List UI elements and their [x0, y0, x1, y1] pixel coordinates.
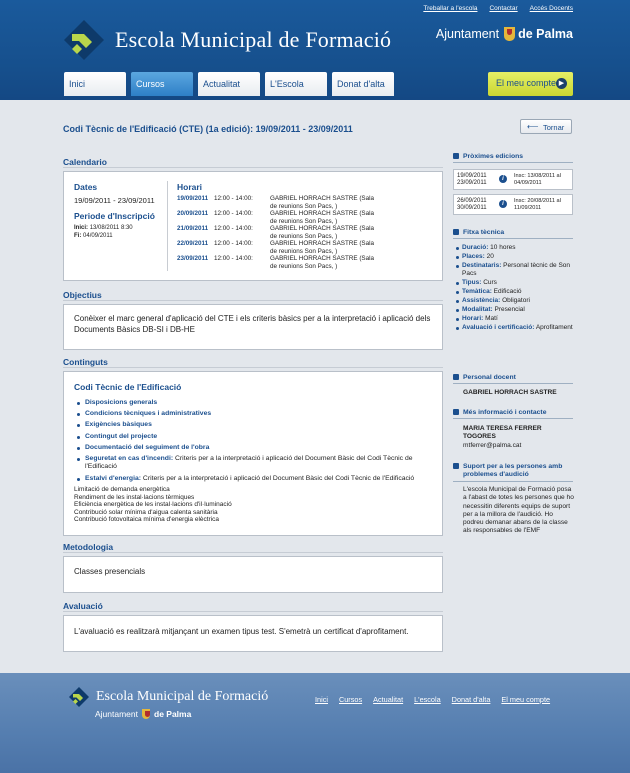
de-palma-label: de Palma [154, 709, 192, 719]
back-label: Tornar [543, 123, 565, 132]
main-nav [64, 72, 394, 96]
list-item: Rendiment de les instal·lacions tèrmiques [74, 493, 195, 501]
schedule-location: GABRIEL HORRACH SASTRE (Sala de reunions Son Pacs, ) [270, 225, 375, 240]
tab-inici[interactable]: Inici [64, 72, 126, 96]
list-item: Avaluació i certificació: Aprofitament [455, 324, 575, 332]
edition-dates: 26/09/2011 30/09/2011 [457, 198, 487, 211]
my-account-button[interactable] [488, 72, 573, 96]
info-icon[interactable]: i [499, 200, 507, 208]
site-name: Escola Municipal de Formació [115, 27, 392, 52]
continguts-sublist [74, 486, 232, 524]
info-contact-icon [453, 409, 459, 415]
info-heading: Més informació i contacte [453, 409, 573, 419]
dates-value: 19/09/2011 - 23/09/2011 [74, 196, 155, 205]
fi-label: Fi: [74, 233, 82, 239]
list-item: Contribució fotovoltaica mínima d'energia elèctrica [74, 516, 220, 524]
top-link-treballar[interactable]: Treballar a l'escola [423, 5, 478, 12]
top-link-contactar[interactable]: Contactar [489, 5, 518, 12]
schedule-date[interactable]: 23/09/2011 [177, 255, 209, 262]
divider [63, 367, 443, 368]
continguts-title: Continguts [63, 357, 108, 367]
schedule-row [177, 225, 380, 241]
list-item: Limitació de demanda energètica [74, 486, 170, 493]
schedule-date[interactable]: 19/09/2011 [177, 195, 209, 202]
person-icon [453, 374, 459, 380]
de-palma-label: de Palma [518, 27, 573, 41]
suport-text: L'escola Municipal de Formació posa a l'abast de totes les persones que ho necessitin diferents equips de suport per a la millora de l'audició. Ho podreu demanar abans de la classe als responsables de l'EMF [463, 486, 574, 535]
metodologia-title: Metodologia [63, 542, 114, 552]
docent-name: GABRIEL HORRACH SASTRE [463, 389, 557, 396]
contact-email[interactable]: mtferrer@palma.cat [463, 442, 522, 449]
page-title: Codi Tècnic de l'Edificació (CTE) (1a edició): 19/09/2011 - 23/09/2011 [63, 124, 353, 134]
info-icon[interactable]: i [499, 175, 507, 183]
schedule-location: GABRIEL HORRACH SASTRE (Sala de reunions Son Pacs, ) [270, 195, 375, 210]
schedule-location: GABRIEL HORRACH SASTRE (Sala de reunions Son Pacs, ) [270, 210, 375, 225]
ajuntament-logo[interactable] [436, 27, 573, 41]
footer-link-cursos[interactable]: Cursos [338, 695, 363, 704]
footer-link-lescola[interactable]: L'escola [414, 695, 441, 704]
footer-site-name: Escola Municipal de Formació [96, 689, 269, 704]
list-item: Documentació del seguiment de l'obra [76, 444, 436, 452]
calendar-icon [453, 153, 459, 159]
top-link-acces-docents[interactable]: Accés Docents [529, 5, 573, 12]
docent-heading: Personal docent [453, 374, 573, 384]
top-links [423, 5, 573, 12]
schedule-time: 12:00 - 14:00: [214, 255, 253, 262]
schedule-date[interactable]: 21/09/2011 [177, 225, 209, 232]
list-item: Horari: Matí [455, 315, 575, 323]
tab-donat-alta[interactable]: Donat d'alta [332, 72, 394, 96]
list-item: Tipus: Curs [455, 279, 575, 287]
schedule-time: 12:00 - 14:00: [214, 195, 253, 202]
avaluacio-title: Avaluació [63, 601, 103, 611]
list-item: Places: 20 [455, 253, 575, 261]
logo-mark-icon [69, 687, 89, 707]
metodologia-box [63, 556, 443, 593]
edition-item[interactable] [453, 194, 573, 215]
schedule-row [177, 240, 380, 256]
tab-lescola[interactable]: L'Escola [265, 72, 327, 96]
list-item: Contribució solar mínima d'aigua calenta sanitària [74, 508, 218, 516]
editions-heading: Pròximes edicions [453, 153, 573, 163]
list-item: Temàtica: Edificació [455, 288, 575, 296]
fi-value: 04/09/2011 [83, 233, 113, 239]
list-item: Contingut del projecte [76, 433, 436, 441]
divider [63, 611, 443, 612]
footer-link-donat-alta[interactable]: Donat d'alta [451, 695, 491, 704]
site-logo[interactable] [64, 20, 391, 60]
schedule-time: 12:00 - 14:00: [214, 225, 253, 232]
suport-heading: Suport per a les persones amb problemes d'audició [453, 463, 573, 482]
schedule-location: GABRIEL HORRACH SASTRE (Sala de reunions Son Pacs, ) [270, 255, 375, 270]
schedule-row [177, 210, 380, 226]
fitxa-list [455, 244, 575, 333]
schedule-row [177, 255, 380, 271]
ajuntament-label: Ajuntament [95, 709, 138, 719]
avaluacio-text: L'avaluació es realitzarà mitjançant un examen tipus test. S'emetrà un certificat d'aprofitament. [74, 627, 409, 636]
list-item: Seguretat en cas d'incendi: Criteris per a la interpretació i aplicació del Document Bàsic del Codi Tècnic de l'Edificació [76, 455, 436, 472]
dates-label: Dates [74, 182, 98, 192]
continguts-heading: Codi Tècnic de l'Edificació [74, 382, 182, 392]
footer-logo[interactable] [69, 687, 268, 707]
logo-mark-icon [64, 20, 104, 60]
objectius-text: Conèixer el marc general d'aplicació del CTE i els criteris bàsics per a la interpretació i aplicació dels Documents Bàsics DB-SI i DB-HE [74, 314, 431, 334]
calendar-divider [167, 181, 168, 271]
schedule-time: 12:00 - 14:00: [214, 240, 253, 247]
schedule-location: GABRIEL HORRACH SASTRE (Sala de reunions Son Pacs, ) [270, 240, 375, 255]
edition-inscription: Insc: 13/08/2011 al 04/09/2011 [514, 173, 561, 186]
horari-label: Horari [177, 182, 203, 192]
contact-name: MARIA TERESA FERRER TOGORES [463, 425, 542, 440]
schedule-time: 12:00 - 14:00: [214, 210, 253, 217]
palma-crest-icon [142, 709, 150, 719]
calendar-box [63, 171, 443, 281]
back-button[interactable] [520, 119, 572, 134]
tab-actualitat[interactable]: Actualitat [198, 72, 260, 96]
continguts-box [63, 371, 443, 536]
list-item: Exigències bàsiques [76, 421, 436, 429]
objectius-box [63, 304, 443, 350]
edition-inscription: Insc: 20/08/2011 al 11/09/2011 [514, 198, 561, 211]
footer-link-actualitat[interactable]: Actualitat [373, 695, 404, 704]
divider [63, 167, 443, 168]
arrow-left-icon: ⟵ [527, 122, 539, 131]
footer-link-inici[interactable]: Inici [315, 695, 328, 704]
document-icon [453, 229, 459, 235]
list-item: Duració: 10 hores [455, 244, 575, 252]
inici-value: 13/08/2011 8:30 [89, 225, 133, 231]
period-label: Periode d'Inscripció [74, 211, 155, 221]
edition-item[interactable] [453, 169, 573, 190]
list-item: Destinataris: Personal tècnic de Son Pacs [455, 262, 575, 278]
edition-dates: 19/09/2011 23/09/2011 [457, 173, 487, 186]
ajuntament-label: Ajuntament [435, 27, 500, 41]
calendar-title: Calendario [63, 157, 107, 167]
list-item: Eficiència energètica de les instal·lacions d'il·luminació [74, 501, 232, 509]
footer-ajuntament-logo[interactable] [95, 709, 191, 719]
list-item: Disposicions generals [76, 399, 436, 407]
inici-label: Inici: [74, 225, 89, 231]
list-item: Estalvi d'energia: Criteris per a la interpretació i aplicació del Document Bàsic del Codi Tècnic de l'Edificació [76, 475, 436, 483]
schedule-date[interactable]: 20/09/2011 [177, 210, 209, 217]
metodologia-text: Classes presencials [74, 567, 146, 576]
hearing-support-icon [453, 463, 459, 469]
fitxa-heading: Fitxa tècnica [453, 229, 573, 239]
avaluacio-box [63, 615, 443, 652]
palma-crest-icon [504, 27, 515, 41]
footer-link-meu-compte[interactable]: El meu compte [501, 695, 551, 704]
schedule-row [177, 195, 380, 211]
my-account-label: El meu compte [496, 78, 557, 88]
tab-cursos[interactable]: Cursos [131, 72, 193, 96]
arrow-right-icon: ▶ [556, 78, 567, 89]
list-item: Modalitat: Presencial [455, 306, 575, 314]
footer-nav [315, 695, 550, 704]
list-item: Condicions tècniques i administratives [76, 410, 436, 418]
continguts-list [76, 399, 436, 486]
list-item: Assistència: Obligatori [455, 297, 575, 305]
objectius-title: Objectius [63, 290, 102, 300]
schedule-date[interactable]: 22/09/2011 [177, 240, 209, 247]
divider [63, 300, 443, 301]
divider [63, 552, 443, 553]
